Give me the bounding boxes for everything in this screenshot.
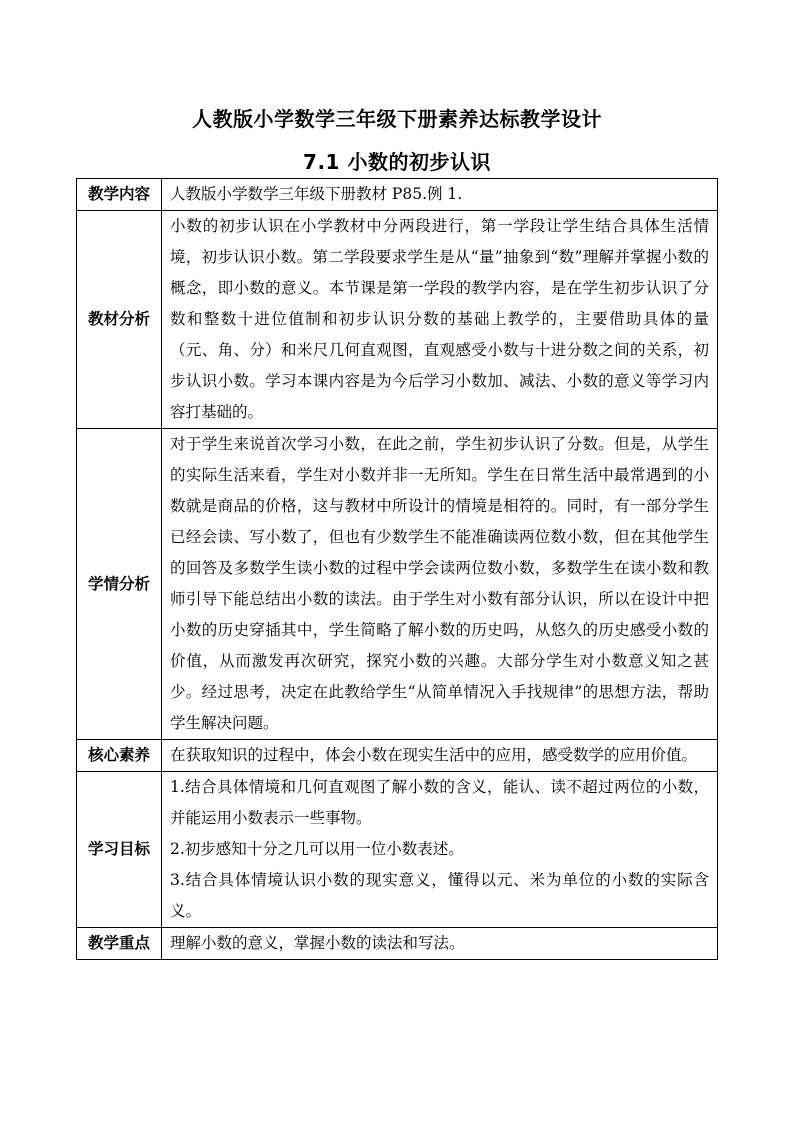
row-content-textbook-analysis	[162, 211, 718, 429]
table-row-textbook-analysis	[77, 211, 718, 429]
content-paragraph: 人教版小学数学三年级下册教材 P85.例 1.	[170, 185, 463, 203]
row-content-core-literacy	[162, 740, 718, 772]
lesson-subtitle: 7.1 小数的初步认识	[303, 150, 491, 174]
lesson-plan-table	[76, 178, 718, 960]
table-row-learning-objectives	[77, 772, 718, 928]
content-paragraph: 理解小数的意义，掌握小数的读法和写法。	[170, 934, 465, 952]
objective-item: 1.结合具体情境和几何直观图了解小数的含义，能认、读不超过两位的小数，并能运用小数表示一些事物。	[170, 778, 709, 827]
objective-item: 3.结合具体情境认识小数的现实意义，懂得以元、米为单位的小数的实际含义。	[170, 871, 709, 920]
content-paragraph: 对于学生来说首次学习小数，在此之前，学生初步认识了分数。但是，从学生的实际生活来看，学生对小数并非一无所知。学生在日常生活中最常遇到的小数就是商品的价格，这与教材中所设计的情境是相符的。同时，有一部分学生已经会读、写小数了，但也有少数学生不能准确读两位数小数，但在其他学生的回答及多数学生读小数的过程中学会读两位数小数，多数学生在读小数和教师引导下能总结出小数的读法。由于学生对小数有部分认识，所以在设计中把小数的历史穿插其中，学生简略了解小数的历史吗，从悠久的历史感受小数的价值，从而激发再次研究，探究小数的兴趣。大部分学生对小数意义知之甚少。经过思考，决定在此教给学生“从简单情况入手找规律”的思想方法，帮助学生解决问题。	[170, 435, 709, 732]
row-content-learning-objectives	[162, 772, 718, 928]
row-content-student-analysis	[162, 429, 718, 740]
row-label-student-analysis: 学情分析	[77, 429, 162, 740]
objective-item: 2.初步感知十分之几可以用一位小数表述。	[170, 840, 464, 858]
row-label-teaching-content: 教学内容	[77, 179, 162, 211]
table-row-teaching-content	[77, 179, 718, 211]
row-label-core-literacy: 核心素养	[77, 740, 162, 772]
content-paragraph: 小数的初步认识在小学教材中分两段进行，第一学段让学生结合具体生活情境，初步认识小数。第二学段要求学生是从“量”抽象到“数”理解并掌握小数的概念，即小数的意义。本节课是第一学段的教学内容，是在学生初步认识了分数和整数十进位值制和初步认识分数的基础上教学的，主要借助具体的量（元、角、分）和米尺几何直观图，直观感受小数与十进分数之间的关系，初步认识小数。学习本课内容是为今后学习小数加、减法、小数的意义等学习内容打基础的。	[170, 217, 709, 421]
row-label-key-points: 教学重点	[77, 928, 162, 960]
row-content-key-points	[162, 928, 718, 960]
table-row-key-points	[77, 928, 718, 960]
row-content-teaching-content	[162, 179, 718, 211]
row-label-learning-objectives: 学习目标	[77, 772, 162, 928]
table-row-student-analysis	[77, 429, 718, 740]
document-title: 人教版小学数学三年级下册素养达标教学设计	[192, 107, 602, 131]
table-row-core-literacy	[77, 740, 718, 772]
content-paragraph: 在获取知识的过程中，体会小数在现实生活中的应用，感受数学的应用价值。	[170, 746, 698, 764]
row-label-textbook-analysis: 教材分析	[77, 211, 162, 429]
